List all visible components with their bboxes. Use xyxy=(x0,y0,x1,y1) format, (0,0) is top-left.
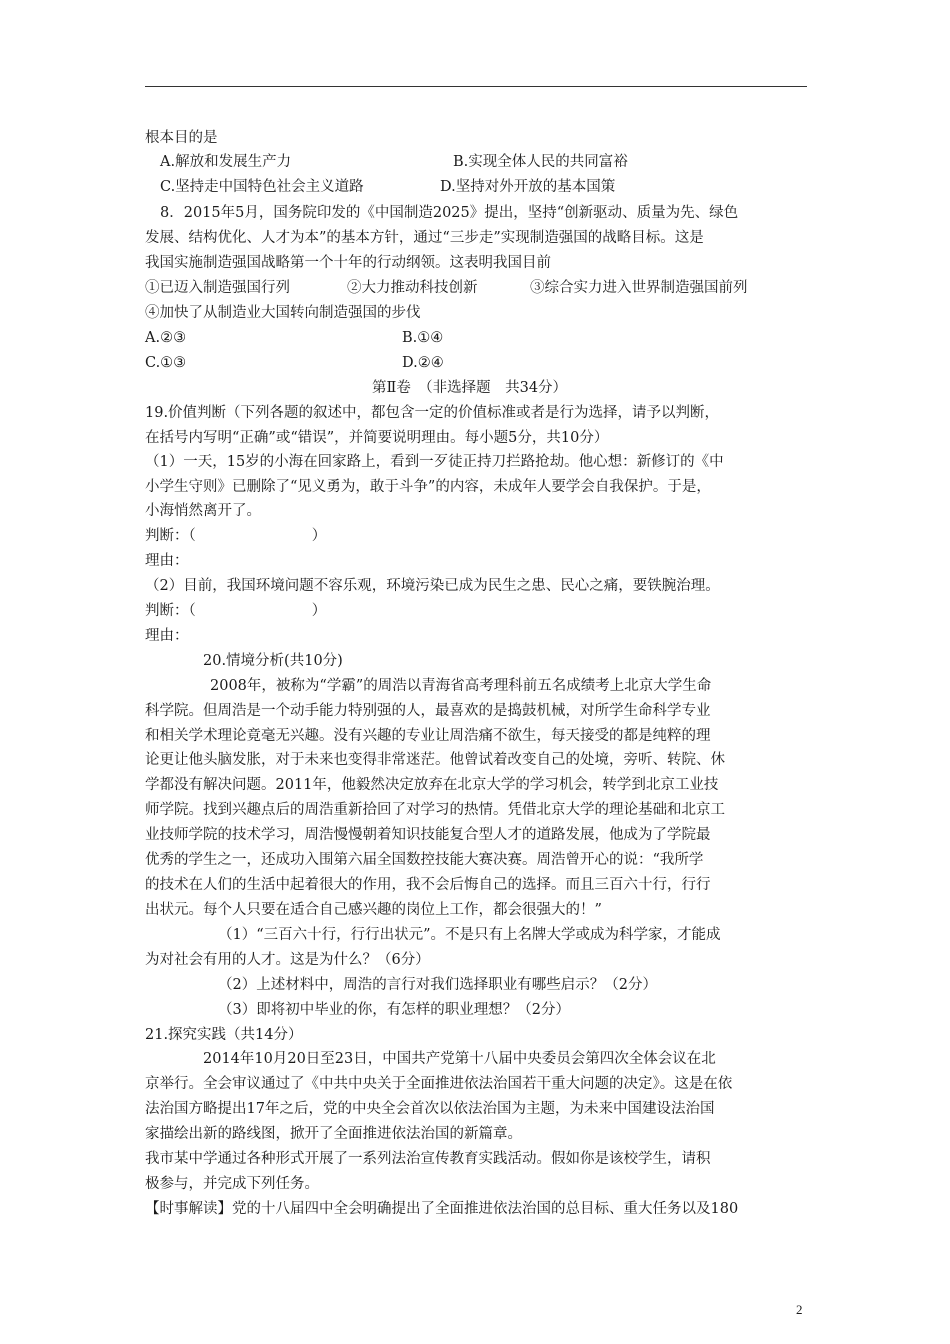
q21-para-line: 我市某中学通过各种形式开展了一系列法治宣传教育实践活动。假如你是该校学生，请积 xyxy=(145,1151,711,1167)
q20-para-line: 2008年，被称为“学霸”的周浩以青海省高考理科前五名成绩考上北京大学生命 xyxy=(210,678,712,694)
q7-stem-tail: 根本目的是 xyxy=(145,130,218,146)
reason-label: 理由： xyxy=(145,553,189,569)
q20-para-line: 业技师学院的技术学习，周浩慢慢朝着知识技能复合型人才的道路发展，他成为了学院最 xyxy=(145,827,711,843)
q19-sub1-line: 小学生守则》已删除了“见义勇为，敢于斗争”的内容，未成年人要学会自我保护。于是， xyxy=(145,479,711,495)
q20-para-line: 和相关学术理论竟毫无兴趣。没有兴趣的专业让周浩痛不欲生，每天接受的都是纯粹的理 xyxy=(145,728,711,744)
q19-instruction: 在括号内写明“正确”或“错误”，并简要说明理由。每小题5分，共10分） xyxy=(145,430,609,446)
q19-instruction: 19.价值判断（下列各题的叙述中，都包含一定的价值标准或者是行为选择，请予以判断， xyxy=(145,405,720,421)
q20-para-line: 科学院。但周浩是一个动手能力特别强的人，最喜欢的是捣鼓机械，对所学生命科学专业 xyxy=(145,703,711,719)
q7-option-d: D.坚持对外开放的基本国策 xyxy=(440,179,616,195)
q21-para-line: 【时事解读】党的十八届四中全会明确提出了全面推进依法治国的总目标、重大任务以及180 xyxy=(145,1201,739,1217)
q21-para-line: 家描绘出新的路线图，掀开了全面推进依法治国的新篇章。 xyxy=(145,1126,522,1142)
header-rule xyxy=(145,86,807,87)
page-number: 2 xyxy=(796,1302,803,1317)
q20-sub1-line: 为对社会有用的人才。这是为什么？（6分） xyxy=(145,952,430,968)
q20-para-line: 师学院。找到兴趣点后的周浩重新拾回了对学习的热情。凭借北京大学的理论基础和北京工 xyxy=(145,802,725,818)
q7-option-a: A.解放和发展生产力 xyxy=(160,154,292,170)
q8-item-3: ③综合实力进入世界制造强国前列 xyxy=(530,280,748,296)
judge-label: 判断：（ ） xyxy=(145,603,327,619)
q8-line: 我国实施制造强国战略第一个十年的行动纲领。这表明我国目前 xyxy=(145,255,551,271)
q21-para-line: 极参与，并完成下列任务。 xyxy=(145,1176,319,1192)
reason-label: 理由： xyxy=(145,628,189,644)
q20-sub3: （3）即将初中毕业的你，有怎样的职业理想？（2分） xyxy=(218,1002,570,1018)
q19-sub2: （2）目前，我国环境问题不容乐观，环境污染已成为民生之患、民心之痛，要铁腕治理。 xyxy=(145,578,720,594)
judge-label: 判断：（ ） xyxy=(145,528,327,544)
q20-sub2: （2）上述材料中，周浩的言行对我们选择职业有哪些启示？（2分） xyxy=(218,977,657,993)
q8-option-a: A.②③ xyxy=(145,330,187,346)
q20-para-line: 论更让他头脑发胀，对于未来也变得非常迷茫。他曾试着改变自己的处境，旁听、转院、休 xyxy=(145,752,725,768)
q8-line: 发展、结构优化、人才为本”的基本方针，通过“三步走”实现制造强国的战略目标。这是 xyxy=(145,230,704,246)
q20-para-line: 学都没有解决问题。2011年，他毅然决定放弃在北京大学的学习机会，转学到北京工业技 xyxy=(145,777,719,793)
q8-option-c: C.①③ xyxy=(145,355,187,371)
q21-title: 21.探究实践（共14分） xyxy=(145,1027,303,1043)
q21-para-line: 京举行。全会审议通过了《中共中央关于全面推进依法治国若干重大问题的决定》。这是在依 xyxy=(145,1076,733,1092)
q21-para-line: 2014年10月20日至23日，中国共产党第十八届中央委员会第四次全体会议在北 xyxy=(203,1051,716,1067)
q21-para-line: 法治国方略提出17年之后，党的中央全会首次以依法治国为主题，为未来中国建设法治国 xyxy=(145,1101,715,1117)
q8-line: 8．2015年5月，国务院印发的《中国制造2025》提出，坚持“创新驱动、质量为先、绿色 xyxy=(160,205,739,221)
q20-para-line: 优秀的学生之一，还成功入围第六届全国数控技能大赛决赛。周浩曾开心的说：“我所学 xyxy=(145,852,704,868)
q8-option-b: B.①④ xyxy=(402,330,444,346)
q8-item-1: ①已迈入制造强国行列 xyxy=(145,280,290,296)
q19-sub1-line: 小海悄然离开了。 xyxy=(145,503,261,519)
q8-item-2: ②大力推动科技创新 xyxy=(347,280,478,296)
q19-sub1-line: （1）一天，15岁的小海在回家路上，看到一歹徒正持刀拦路抢劫。他心想：新修订的《中 xyxy=(145,454,724,470)
q20-para-line: 的技术在人们的生活中起着很大的作用，我不会后悔自己的选择。而且三百六十行，行行 xyxy=(145,877,711,893)
q20-title: 20.情境分析(共10分) xyxy=(203,653,343,669)
q7-option-b: B.实现全体人民的共同富裕 xyxy=(453,154,628,170)
q20-sub1-line: （1）“三百六十行，行行出状元”。不是只有上名牌大学或成为科学家，才能成 xyxy=(218,927,721,943)
q20-para-line: 出状元。每个人只要在适合自己感兴趣的岗位上工作，都会很强大的！” xyxy=(145,902,602,918)
q8-option-d: D.②④ xyxy=(402,355,444,371)
q7-option-c: C.坚持走中国特色社会主义道路 xyxy=(160,179,364,195)
q8-item-4: ④加快了从制造业大国转向制造强国的步伐 xyxy=(145,305,421,321)
section-2-title: 第Ⅱ卷 （非选择题 共34分） xyxy=(372,380,568,396)
